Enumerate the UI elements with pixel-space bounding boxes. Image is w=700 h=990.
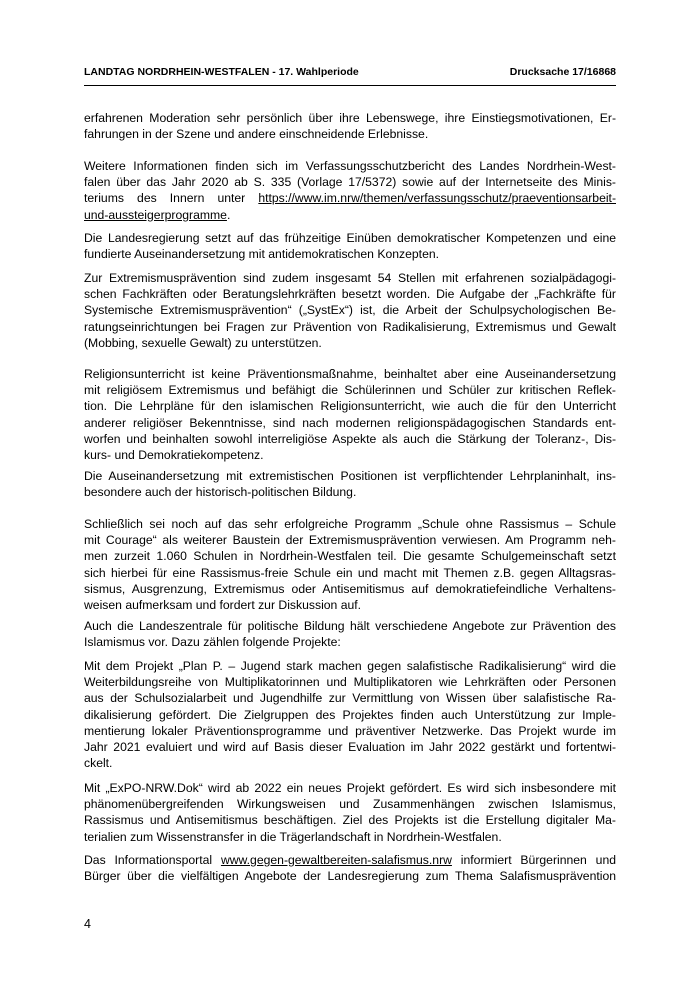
page-number: 4 xyxy=(84,917,91,931)
text-line: Bürger über die vielfältigen Angebote der Landesregierung zum Thema Salafismusprävention xyxy=(84,869,616,884)
text-segment: Das Informationsportal xyxy=(84,853,213,867)
text-line: sich hierbei für eine Rassismus-freie Schule ein und macht mit Themen z.B. gegen Alltagsras- xyxy=(84,565,616,580)
paragraph-expo-nrw-dok xyxy=(84,780,616,845)
text-line: Jahr 2021 evaluiert und wird auf Basis dieser Evaluation im Jahr 2022 gestärkt und fortentwi- xyxy=(84,739,616,754)
text-line: weisen aufmerksam und fordert zur Diskussion auf. xyxy=(84,597,362,612)
text-line: Mit dem Projekt „Plan P. – Jugend stark machen gegen salafistische Radikalisierung“ wird die xyxy=(84,659,616,673)
header-title: LANDTAG NORDRHEIN-WESTFALEN - 17. Wahlperiode xyxy=(84,66,359,78)
text-line: terialien zum Wissenstransfer in die Trägerlandschaft in Nordrhein-Westfalen. xyxy=(84,829,502,844)
paragraph-further-information xyxy=(84,158,616,223)
paragraph-systex xyxy=(84,270,616,351)
paragraph-religious-education xyxy=(84,366,616,463)
text-line: phänomenübergreifenden Wirkungsweisen und Zusammenhängen zwischen Islamismus, xyxy=(84,797,616,812)
text-line: aus der Schulsozialarbeit und Jugendhilfe zur Vermittlung von Wissen über salafistische Ra- xyxy=(84,691,616,706)
paragraph-curriculum xyxy=(84,468,616,500)
text-line: mentierung lokaler Präventionsprogramme und präventiver Netzwerke. Das Projekt wurde im xyxy=(84,723,616,738)
text-line: ratungseinrichtungen bei Fragen zur Prävention von Radikalisierung, Extremismus und Gewalt xyxy=(84,319,616,334)
text-line: Weitere Informationen finden sich im Verfassungsschutzbericht des Landes Nordrhein-West- xyxy=(84,159,616,173)
link-im-nrw-continued[interactable]: und-aussteigerprogramme xyxy=(84,207,227,222)
text-line xyxy=(84,207,616,223)
link-salafismus-portal[interactable]: www.gegen-gewaltbereiten-salafismus.nrw xyxy=(220,853,452,867)
paragraph-informationsportal xyxy=(84,852,616,884)
text-line: fahrungen in der Szene und andere einschneidende Erlebnisse. xyxy=(84,127,429,142)
link-im-nrw[interactable]: https://www.im.nrw/themen/verfassungsschutz/praeventionsarbeit- xyxy=(258,191,616,206)
text-segment: informiert Bürgerinnen und xyxy=(460,853,617,867)
paragraph-schule-ohne-rassismus xyxy=(84,516,616,613)
text-line: schen Fachkräften oder Beratungslehrkräften besetzt worden. Die Aufgabe der „Fachkräfte für xyxy=(84,287,616,302)
text-line: mit Courage“ als weiterer Baustein der Extremismusprävention verwiesen. Am Programm neh- xyxy=(84,533,616,548)
header-rule xyxy=(84,85,616,86)
paragraph-plan-p xyxy=(84,658,616,771)
paragraph-moderation xyxy=(84,110,616,142)
text-line xyxy=(84,190,616,206)
text-line: tion. Die Lehrpläne für den islamischen Religionsunterricht, wie auch die für den Unterricht xyxy=(84,399,616,414)
text-line: Weiterbildungsreihe von Multiplikatorinnen und Multiplikatoren wie Lehrkräften oder Personen xyxy=(84,675,616,690)
text-line: ckelt. xyxy=(84,756,113,771)
text-line: Religionsunterricht ist keine Präventionsmaßnahme, beinhaltet aber eine Auseinandersetzung xyxy=(84,367,616,381)
text-segment: teriums des Innern unter xyxy=(84,191,246,206)
text-line xyxy=(84,852,616,868)
text-line: anderer religiöser Bekenntnisse, sind nach modernen religionspädagogischen Standards ent- xyxy=(84,415,616,430)
text-line: falen über das Jahr 2020 ab S. 335 (Vorlage 17/5372) sowie auf der Internetseite des Minis- xyxy=(84,175,616,190)
header-document-number: Drucksache 17/16868 xyxy=(509,66,616,78)
text-line: Schließlich sei noch auf das sehr erfolgreiche Programm „Schule ohne Rassismus – Schule xyxy=(84,517,616,531)
text-line: (Mobbing, sexuelle Gewalt) zu unterstützen. xyxy=(84,335,322,350)
text-line: fundierte Auseinandersetzung mit antidemokratischen Konzepten. xyxy=(84,247,440,262)
text-line: erfahrenen Moderation sehr persönlich über ihre Lebenswege, ihre Einstiegsmotivationen, Er- xyxy=(84,111,616,125)
text-line: Mit „ExPO-NRW.Dok“ wird ab 2022 ein neues Projekt gefördert. Es wird sich insbesondere mit xyxy=(84,781,616,795)
paragraph-democratic-competences xyxy=(84,230,616,262)
text-line: Die Auseinandersetzung mit extremistischen Positionen ist verpflichtender Lehrplaninhalt, ins- xyxy=(84,469,616,483)
text-line: dikalisierung gefördert. Die Zielgruppen des Projektes finden auch Unterstützung zur Imple- xyxy=(84,707,616,722)
paragraph-landeszentrale xyxy=(84,618,616,650)
text-segment: . xyxy=(226,207,231,222)
text-line: besondere auch der historisch-politischen Bildung. xyxy=(84,485,357,500)
text-line: Zur Extremismusprävention sind zudem insgesamt 54 Stellen mit erfahrenen sozialpädagogi- xyxy=(84,271,616,285)
text-line: Systemische Extremismusprävention“ („SystEx“) ist, die Arbeit der Schulpsychologischen Be- xyxy=(84,303,616,318)
page-header xyxy=(84,66,616,82)
text-line: mit religiösem Extremismus und befähigt die Schülerinnen und Schüler zur kritischen Reflek- xyxy=(84,383,616,398)
text-line: Islamismus vor. Dazu zählen folgende Projekte: xyxy=(84,635,341,650)
text-line: kurs- und Demokratiekompetenz. xyxy=(84,447,264,462)
text-line: Auch die Landeszentrale für politische Bildung hält verschiedene Angebote zur Prävention des xyxy=(84,619,616,633)
text-line: Rassismus und Antisemitismus beschäftigen. Ziel des Projekts ist die Erstellung digitaler Ma- xyxy=(84,813,616,828)
text-line: worfen und beinhalten sowohl interreligiöse Aspekte als auch die Stärkung der Toleranz-, Dis- xyxy=(84,431,616,446)
text-line: Die Landesregierung setzt auf das frühzeitige Einüben demokratischer Kompetenzen und eine xyxy=(84,231,616,245)
text-line: sismus, Ausgrenzung, Extremismus oder Antisemitismus auf demokratiefeindliche Verhaltens- xyxy=(84,581,616,596)
text-line: men zurzeit 1.060 Schulen in Nordrhein-Westfalen teil. Die gesamte Schulgemeinschaft setzt xyxy=(84,549,616,564)
